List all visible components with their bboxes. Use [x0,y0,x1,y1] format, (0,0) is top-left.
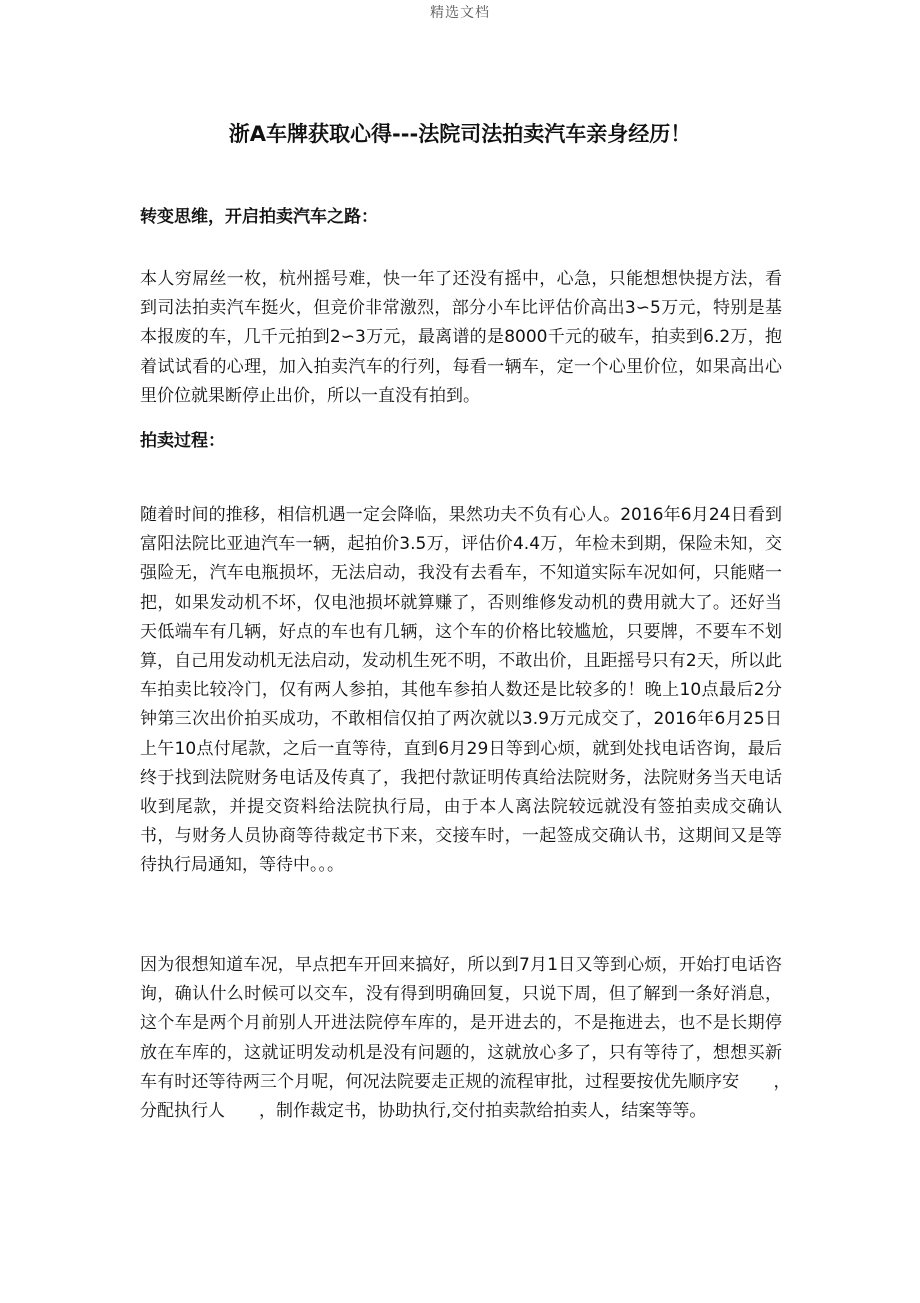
document-title: 浙A车牌获取心得---法院司法拍卖汽车亲身经历！ [228,122,692,146]
paragraph-waiting: 因为很想知道车况，早点把车开回来搞好，所以到7月1日又等到心烦，开始打电话咨询，确认什么时候可以交车，没有得到明确回复，只说下周，但了解到一条好消息，这个车是两个月前别人开进法院停车库的，是开进去的，不是拖进去，也不是长期停放在车库的，这就证明发动机是没有问题的，这就放心多了，只有等待了，想想买新车有时还等待两三个月呢，何况法院要走正规的流程审批，过程要按优先顺序安 ， 分配执行人 ，制作裁定书，协助执行,交付拍卖款给拍卖人，结案等等。 [140,955,816,1122]
section-heading-process: 拍卖过程： [140,431,225,451]
section-heading-mindset: 转变思维，开启拍卖汽车之路： [140,207,378,227]
paragraph-intro: 本人穷屌丝一枚，杭州摇号难，快一年了还没有摇中，心急，只能想想快提方法，看到司法拍卖汽车挺火，但竞价非常激烈，部分小车比评估价高出3∽5万元，特别是基本报废的车，几千元拍到2∽3万元，最离谱的是8000千元的破车，拍卖到6.2万，抱着试试看的心理，加入拍卖汽车的行列，每看一辆车，定一个心里价位，如果高出心里价位就果断停止出价，所以一直没有拍到。 [140,269,782,406]
page-header-label: 精选文档 [430,5,490,21]
paragraph-auction-story: 随着时间的推移，相信机遇一定会降临，果然功夫不负有心人。2016年6月24日看到富阳法院比亚迪汽车一辆，起拍价3.5万，评估价4.4万，年检未到期，保险未知，交强险无，汽车电瓶损坏，无法启动，我没有去看车，不知道实际车况如何，只能赌一把，如果发动机不坏，仅电池损坏就算赚了，否则维修发动机的费用就大了。还好当天低端车有几辆，好点的车也有几辆，这个车的价格比较尴尬，只要牌，不要车不划算，自己用发动机无法启动，发动机生死不明，不敢出价，且距摇号只有2天，所以此车拍卖比较冷门，仅有两人参拍，其他车参拍人数还是比较多的！晚上10点最后2分钟第三次出价拍买成功，不敢相信仅拍了两次就以3.9万元成交了，2016年6月25日上午10点付尾款，之后一直等待，直到6月29日等到心烦，就到处找电话咨询，最后终于找到法院财务电话及传真了，我把付款证明传真给法院财务，法院财务当天电话收到尾款，并提交资料给法院执行局，由于本人离法院较远就没有签拍卖成交确认书，与财务人员协商等待裁定书下来，交接车时，一起签成交确认书，这期间又是等待执行局通知，等待中。。。 [140,505,782,876]
